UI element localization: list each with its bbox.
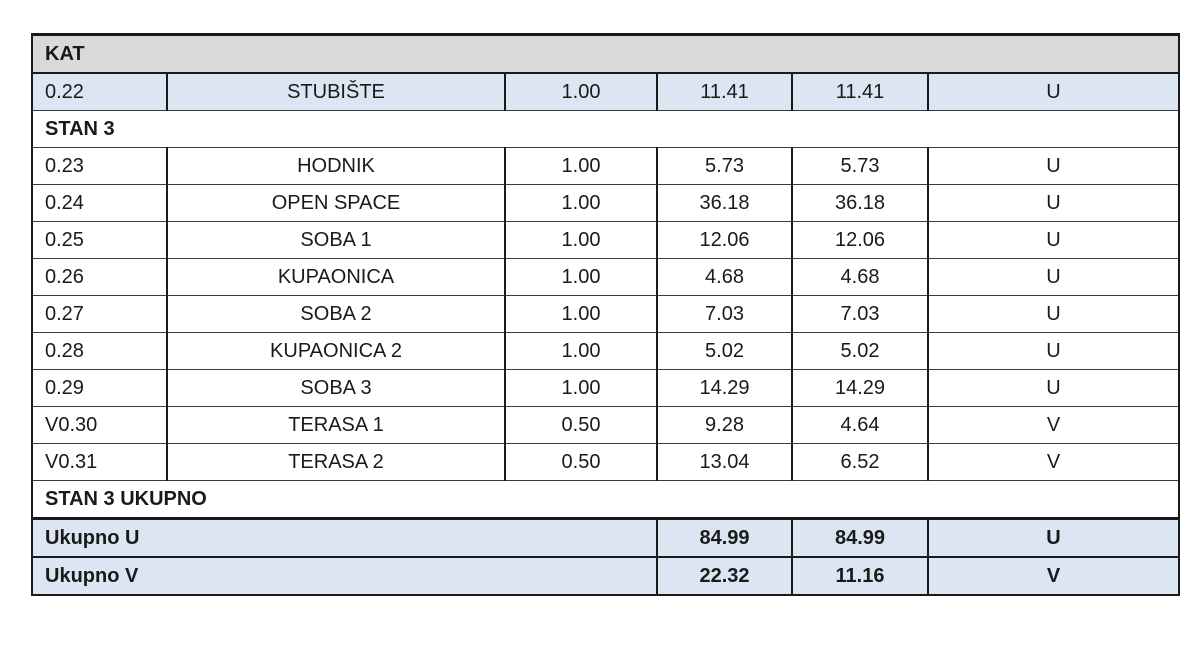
room-type: V: [928, 444, 1179, 481]
total-area: 84.99: [657, 519, 792, 558]
room-coefficient: 1.00: [505, 370, 657, 407]
room-name: TERASA 1: [167, 407, 505, 444]
room-name: STUBIŠTE: [167, 73, 505, 111]
room-net-area: 11.41: [792, 73, 928, 111]
total-area: 22.32: [657, 557, 792, 595]
room-area: 5.73: [657, 148, 792, 185]
room-code: 0.22: [32, 73, 167, 111]
room-area: 12.06: [657, 222, 792, 259]
room-net-area: 6.52: [792, 444, 928, 481]
room-code: 0.27: [32, 296, 167, 333]
room-coefficient: 1.00: [505, 222, 657, 259]
floor-header: KAT: [32, 35, 1179, 74]
room-net-area: 4.64: [792, 407, 928, 444]
total-net-area: 84.99: [792, 519, 928, 558]
room-coefficient: 0.50: [505, 407, 657, 444]
room-area: 11.41: [657, 73, 792, 111]
room-coefficient: 1.00: [505, 259, 657, 296]
room-type: U: [928, 370, 1179, 407]
room-coefficient: 0.50: [505, 444, 657, 481]
room-name: SOBA 3: [167, 370, 505, 407]
section-total-row: [32, 481, 1179, 519]
room-code: 0.26: [32, 259, 167, 296]
room-code: 0.28: [32, 333, 167, 370]
room-code: V0.31: [32, 444, 167, 481]
room-coefficient: 1.00: [505, 148, 657, 185]
room-coefficient: 1.00: [505, 296, 657, 333]
room-net-area: 14.29: [792, 370, 928, 407]
room-net-area: 7.03: [792, 296, 928, 333]
room-coefficient: 1.00: [505, 333, 657, 370]
room-code: 0.23: [32, 148, 167, 185]
room-row: [32, 333, 1179, 370]
room-row: [32, 444, 1179, 481]
room-area: 4.68: [657, 259, 792, 296]
room-area: 14.29: [657, 370, 792, 407]
room-row: [32, 222, 1179, 259]
room-code: 0.24: [32, 185, 167, 222]
section-title: STAN 3: [32, 111, 1179, 148]
room-code: 0.25: [32, 222, 167, 259]
room-area: 13.04: [657, 444, 792, 481]
room-type: U: [928, 259, 1179, 296]
room-code: V0.30: [32, 407, 167, 444]
room-net-area: 36.18: [792, 185, 928, 222]
floor-header-row: [32, 35, 1179, 74]
room-area: 5.02: [657, 333, 792, 370]
room-name: OPEN SPACE: [167, 185, 505, 222]
total-row: [32, 519, 1179, 558]
room-name: SOBA 1: [167, 222, 505, 259]
room-net-area: 5.73: [792, 148, 928, 185]
room-type: U: [928, 296, 1179, 333]
room-type: U: [928, 222, 1179, 259]
total-label: Ukupno V: [32, 557, 657, 595]
room-type: V: [928, 407, 1179, 444]
room-type: U: [928, 73, 1179, 111]
room-net-area: 12.06: [792, 222, 928, 259]
total-row: [32, 557, 1179, 595]
room-net-area: 5.02: [792, 333, 928, 370]
room-area-table: [31, 33, 1180, 596]
room-name: TERASA 2: [167, 444, 505, 481]
total-net-area: 11.16: [792, 557, 928, 595]
room-name: HODNIK: [167, 148, 505, 185]
stair-row: [32, 73, 1179, 111]
room-type: U: [928, 185, 1179, 222]
room-row: [32, 185, 1179, 222]
total-label: Ukupno U: [32, 519, 657, 558]
total-type: V: [928, 557, 1179, 595]
room-row: [32, 259, 1179, 296]
room-row: [32, 407, 1179, 444]
room-area-table-container: [31, 33, 1178, 596]
section-total-title: STAN 3 UKUPNO: [32, 481, 1179, 519]
room-net-area: 4.68: [792, 259, 928, 296]
table-body: [32, 35, 1179, 596]
room-type: U: [928, 333, 1179, 370]
room-name: SOBA 2: [167, 296, 505, 333]
room-area: 7.03: [657, 296, 792, 333]
room-row: [32, 370, 1179, 407]
room-area: 36.18: [657, 185, 792, 222]
total-type: U: [928, 519, 1179, 558]
room-coefficient: 1.00: [505, 73, 657, 111]
room-row: [32, 148, 1179, 185]
room-area: 9.28: [657, 407, 792, 444]
room-code: 0.29: [32, 370, 167, 407]
room-name: KUPAONICA 2: [167, 333, 505, 370]
room-coefficient: 1.00: [505, 185, 657, 222]
room-name: KUPAONICA: [167, 259, 505, 296]
room-row: [32, 296, 1179, 333]
room-type: U: [928, 148, 1179, 185]
section-title-row: [32, 111, 1179, 148]
